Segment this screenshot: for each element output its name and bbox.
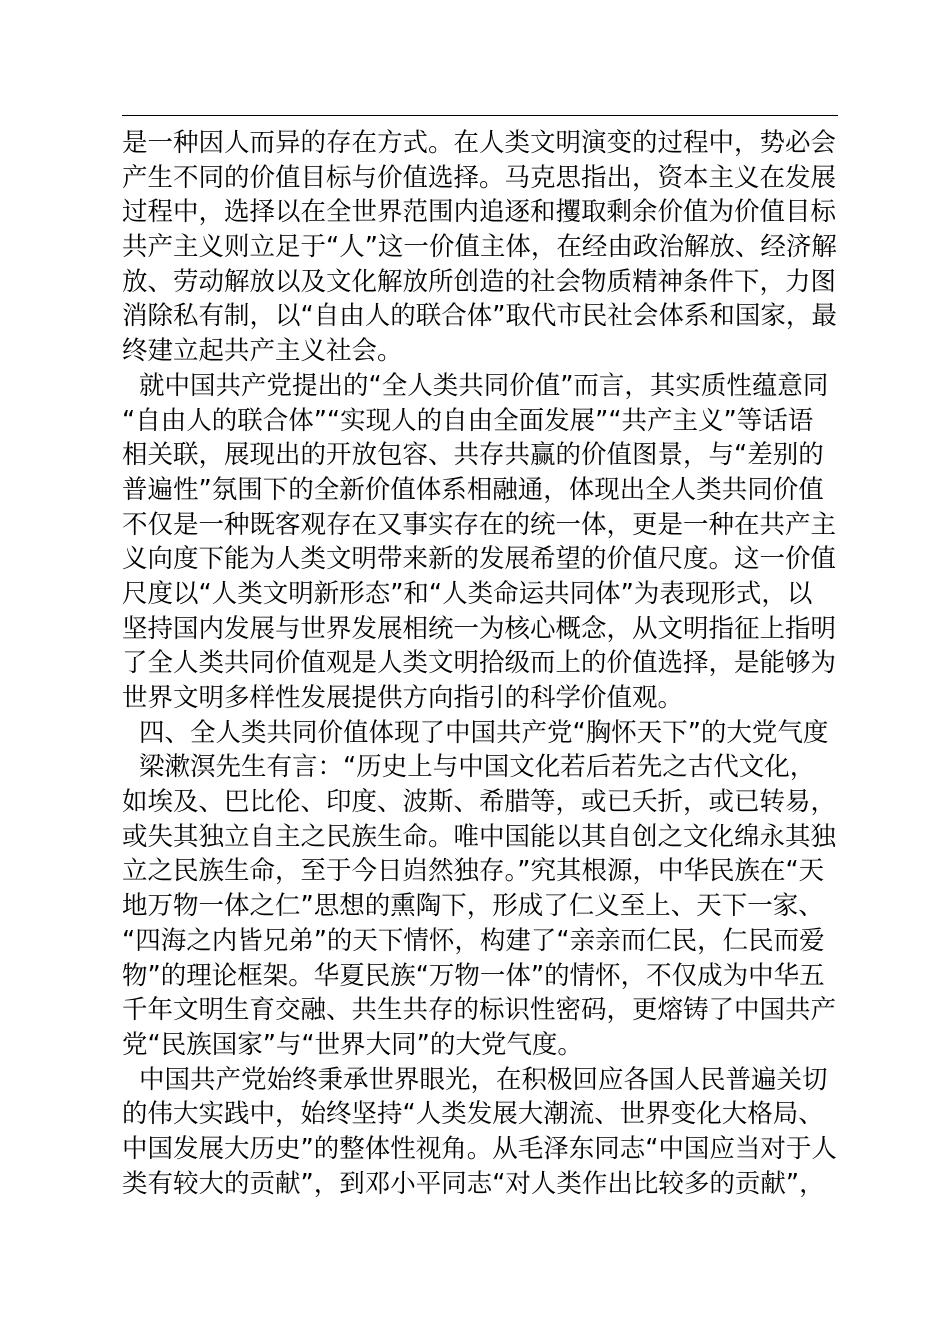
- text-line: 尺度以“人类文明新形态”和“人类命运共同体”为表现形式，以: [122, 578, 813, 609]
- paragraph-first-line: 就中国共产党提出的“全人类共同价值”而言，其实质性蕴意同: [139, 370, 829, 401]
- text-line: 消除私有制，以“自由人的联合体”取代市民社会体系和国家，最: [122, 301, 837, 332]
- text-line: 相关联，展现出的开放包容、共存共赢的价值图景，与“差别的: [122, 440, 824, 471]
- text-line: 的伟大实践中，始终坚持“人类发展大潮流、世界变化大格局、: [122, 1099, 824, 1130]
- text-line: 党“民族国家”与“世界大同”的大党气度。: [122, 1029, 583, 1060]
- text-line: 了全人类共同价值观是人类文明拾级而上的价值选择，是能够为: [122, 648, 837, 679]
- text-line: 或失其独立自主之民族生命。唯中国能以其自创之文化绵永其独: [122, 821, 837, 852]
- text-line: “自由人的联合体”“实现人的自由全面发展”“共产主义”等话语: [122, 405, 814, 436]
- text-line: 产生不同的价值目标与价值选择。马克思指出，资本主义在发展: [122, 162, 837, 193]
- text-line: 物”的理论框架。华夏民族“万物一体”的情怀，不仅成为中华五: [122, 960, 825, 991]
- text-line: “四海之内皆兄弟”的天下情怀，构建了“亲亲而仁民，仁民而爱: [122, 925, 825, 956]
- text-line: 类有较大的贡献”，到邓小平同志“对人类作出比较多的贡献”，: [122, 1168, 825, 1199]
- text-line: 如埃及、巴比伦、印度、波斯、希腊等，或已夭折，或已转易，: [122, 787, 837, 818]
- text-line: 普遍性”氛围下的全新价值体系相融通，体现出全人类共同价值: [122, 474, 824, 505]
- document-body: [122, 126, 838, 1201]
- text-line: 千年文明生育交融、共生共存的标识性密码，更熔铸了中国共产: [122, 995, 837, 1026]
- text-line: 坚持国内发展与世界发展相统一为核心概念，从文明指征上指明: [122, 613, 837, 644]
- section-heading: 四、全人类共同价值体现了中国共产党“胸怀天下”的大党气度: [139, 717, 829, 748]
- paragraph-first-line: 中国共产党始终秉承世界眼光，在积极回应各国人民普遍关切: [139, 1064, 828, 1095]
- text-line: 世界文明多样性发展提供方向指引的科学价值观。: [122, 683, 684, 713]
- text-line: 放、劳动解放以及文化解放所创造的社会物质精神条件下，力图: [122, 266, 837, 297]
- text-line: 义向度下能为人类文明带来新的发展希望的价值尺度。这一价值: [122, 544, 837, 575]
- text-line: 共产主义则立足于“人”这一价值主体，在经由政治解放、经济解: [122, 232, 837, 263]
- text-line: 立之民族生命，至于今日岿然独存。”究其根源，中华民族在“天: [122, 856, 825, 887]
- text-line: 不仅是一种既客观存在又事实存在的统一体，更是一种在共产主: [122, 509, 837, 540]
- header-rule: [122, 115, 838, 116]
- text-line: 中国发展大历史”的整体性视角。从毛泽东同志“中国应当对于人: [122, 1133, 837, 1164]
- text-line: 终建立起共产主义社会。: [122, 336, 403, 367]
- text-line: 地万物一体之仁”思想的熏陶下，形成了仁义至上、天下一家、: [122, 891, 824, 922]
- text-line: 是一种因人而异的存在方式。在人类文明演变的过程中，势必会: [122, 128, 837, 158]
- paragraph-first-line: 梁漱溟先生有言：“历史上与中国文化若后若先之古代文化，: [139, 752, 816, 783]
- text-line: 过程中，选择以在全世界范围内追逐和攫取剩余价值为价值目标: [122, 197, 837, 228]
